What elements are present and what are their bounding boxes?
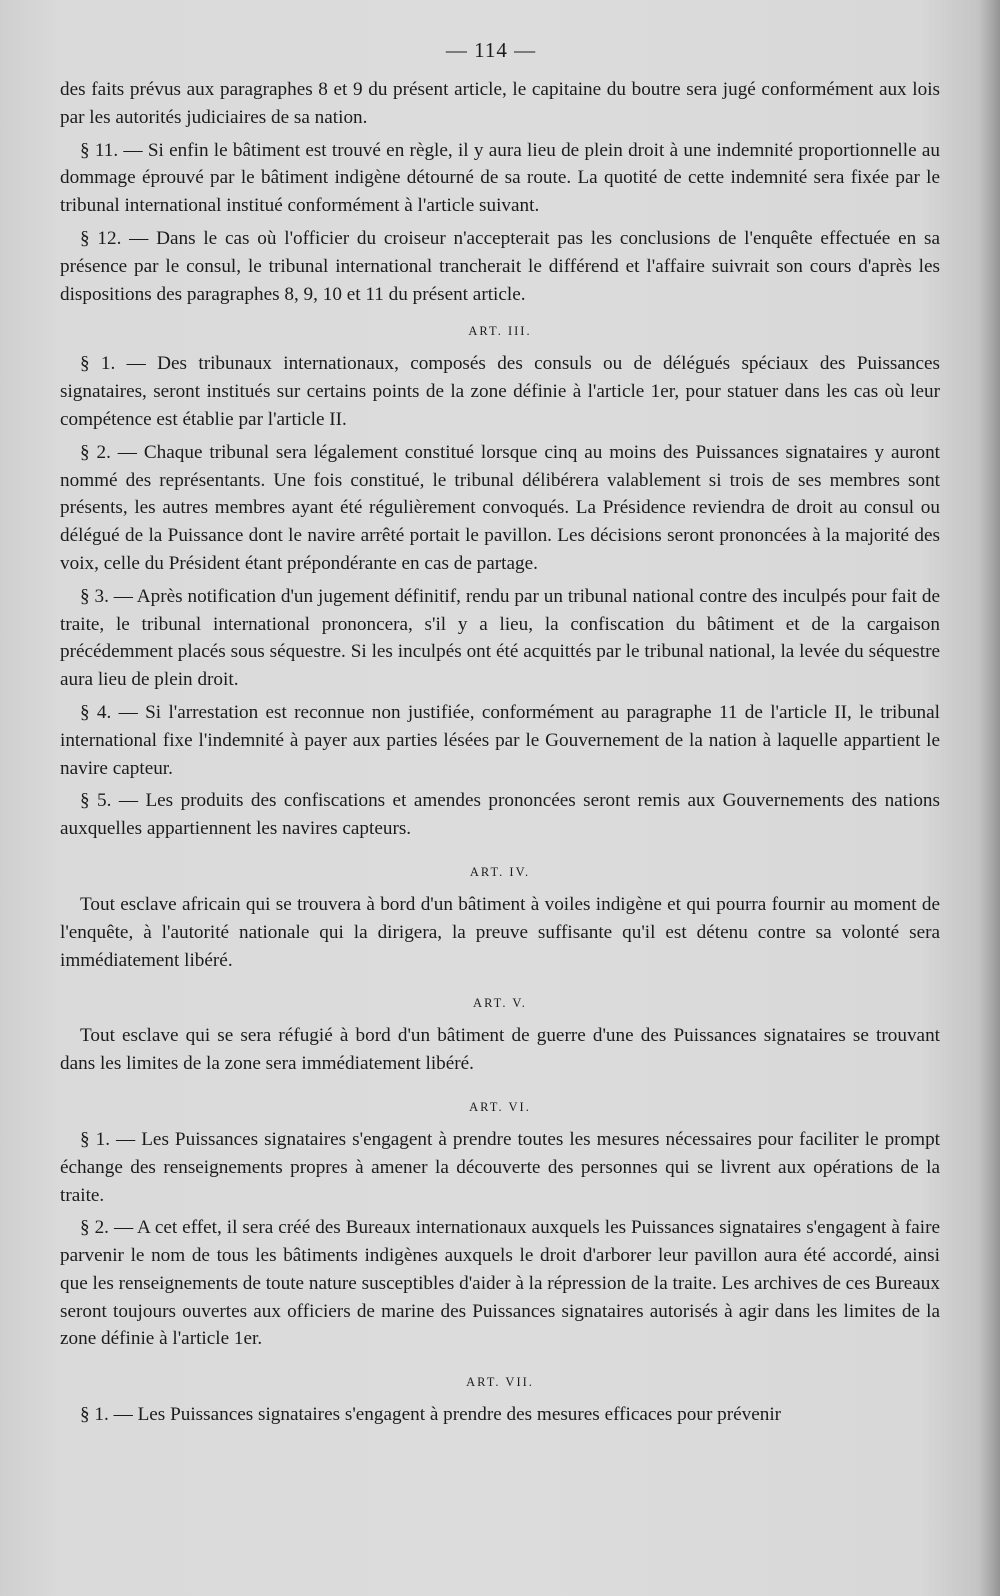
- paragraph: § 1. — Des tribunaux internationaux, composés des consuls ou de délégués spéciaux des Puissances signataires, seront institués sur certains points de la zone définie à l'article 1er, pour statuer dans les cas où leur compétence est établie par l'article II.: [60, 353, 940, 430]
- page-body: [60, 76, 940, 1434]
- article-heading: ART. VI.: [469, 1099, 531, 1114]
- article-heading: ART. III.: [468, 324, 532, 339]
- paragraph: des faits prévus aux paragraphes 8 et 9 du présent article, le capitaine du boutre sera jugé conformément aux lois par les autorités judiciaires de sa nation.: [60, 79, 940, 128]
- paragraph: § 11. — Si enfin le bâtiment est trouvé en règle, il y aura lieu de plein droit à une indemnité proportionnelle au dommage éprouvé par le bâtiment indigène détourné de sa route. La quotité de cette indemnité sera fixée par le tribunal international institué conformément à l'article suivant.: [60, 139, 940, 217]
- article-heading: ART. V.: [473, 996, 527, 1011]
- paragraph: § 2. — Chaque tribunal sera légalement constitué lorsque cinq au moins des Puissances signataires y auront nommé des représentants. Une fois constitué, le tribunal délibérera valablement si trois de ses membres sont présents, les autres membres ayant été régulièrement convoqués. La Présidence reviendra de droit au consul ou délégué de la Puissance dont le navire arrêté portait le pavillon. Les décisions seront prononcées à la majorité des voix, celle du Président étant prépondérante en cas de partage.: [60, 441, 940, 574]
- paragraph: § 3. — Après notification d'un jugement définitif, rendu par un tribunal national contre des inculpés pour fait de traite, le tribunal international prononcera, s'il y a lieu, la confiscation du bâtiment et de la cargaison précédemment placés sous séquestre. Si les inculpés ont été acquittés par le tribunal national, la levée du séquestre aura lieu de plein droit.: [60, 585, 940, 691]
- article-heading: ART. VII.: [466, 1375, 534, 1390]
- paragraph: Tout esclave qui se sera réfugié à bord d'un bâtiment de guerre d'une des Puissances signataires se trouvant dans les limites de la zone sera immédiatement libéré.: [60, 1025, 940, 1075]
- page-number: — 114 —: [445, 38, 537, 62]
- article-heading: ART. IV.: [469, 864, 531, 879]
- paragraph: § 2. — A cet effet, il sera créé des Bureaux internationaux auxquels les Puissances signataires s'engagent à faire parvenir le nom de tous les bâtiments indigènes auxquels le droit d'arborer leur pavillon aura été accordé, ainsi que les renseignements de toute nature susceptibles d'aider à la répression de la traite. Les archives de ces Bureaux seront toujours ouvertes aux officiers de marine des Puissances signataires autorisés à agir dans les limites de la zone définie à l'article 1er.: [60, 1217, 940, 1350]
- paragraph: § 1. — Les Puissances signataires s'engagent à prendre toutes les mesures nécessaires pour faciliter le prompt échange des renseignements propres à amener la découverte des personnes qui se livrent aux opérations de la traite.: [60, 1128, 940, 1206]
- paragraph: § 12. — Dans le cas où l'officier du croiseur n'accepterait pas les conclusions de l'enquête effectuée en sa présence par le consul, le tribunal international trancherait le différend et l'affaire suivrait son cours d'après les dispositions des paragraphes 8, 9, 10 et 11 du présent article.: [60, 227, 940, 305]
- paragraph: § 4. — Si l'arrestation est reconnue non justifiée, conformément au paragraphe 11 de l'article II, le tribunal international fixe l'indemnité à payer aux parties lésées par le Gouvernement de la nation à laquelle appartient le navire capteur.: [60, 701, 940, 779]
- paragraph: Tout esclave africain qui se trouvera à bord d'un bâtiment à voiles indigène et qui pourra fournir au moment de l'enquête, à l'autorité nationale qui la dirigera, la preuve suffisante qu'il est détenu contre sa volonté sera immédiatement libéré.: [60, 893, 940, 971]
- paragraph: § 1. — Les Puissances signataires s'engagent à prendre des mesures efficaces pour prévenir: [80, 1404, 782, 1426]
- paragraph: § 5. — Les produits des confiscations et amendes prononcées seront remis aux Gouvernements des nations auxquelles appartiennent les navires capteurs.: [60, 790, 940, 840]
- page-edge-shadow: [978, 0, 1000, 1596]
